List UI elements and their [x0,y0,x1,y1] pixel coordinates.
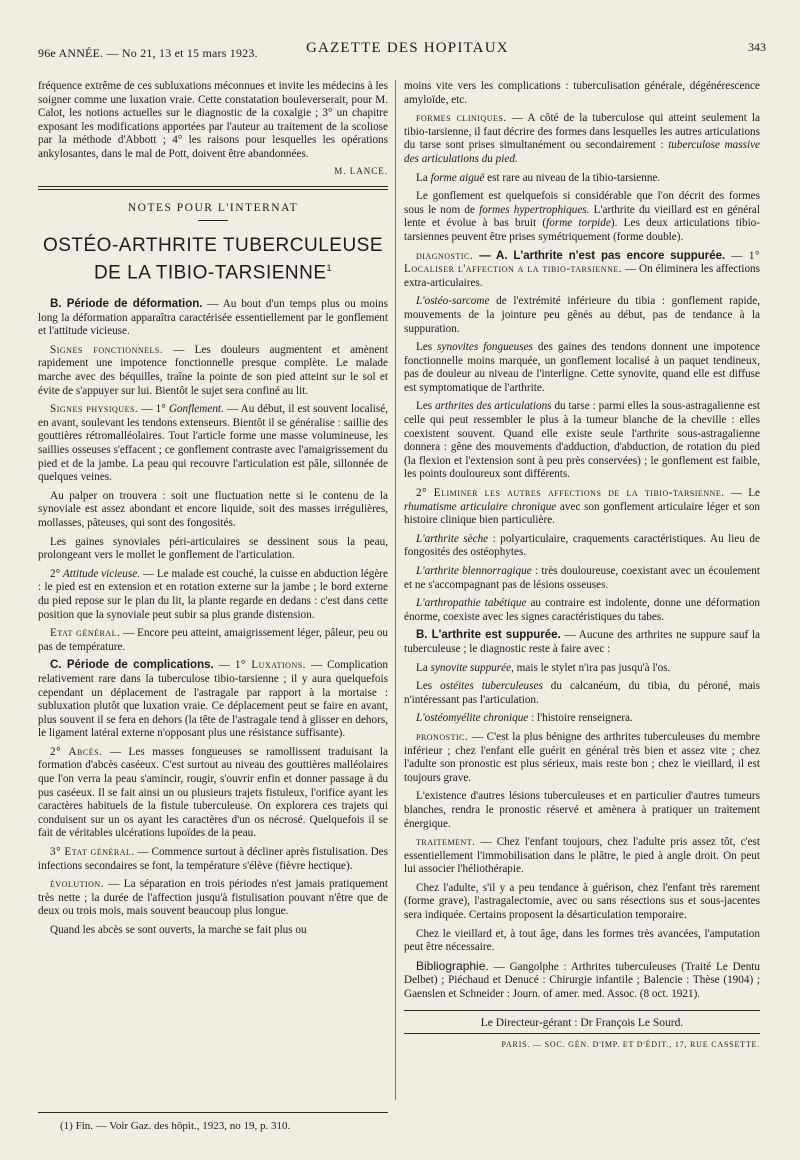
paragraph: Au palper on trouvera : soit une fluctuation nette si le contenu de la synoviale est assez abondant et encore liquide, soit des masses irrégulières, mollasses, pâteuses, qui sont des fongosités. [38,489,388,529]
section-rule [38,186,388,190]
paragraph: Le gonflement est quelquefois si considérable que l'on décrit des formes sous le nom de formes hypertrophiques. L'arthrite du vieillard est en général lente et évolue à bas bruit (forme torpide). Les deux articulations tibio-tarsiennes peuvent être prises symétriquement (forme double). [404,190,760,243]
subheading: Bibliographie. [416,958,489,973]
paragraph: Signes fonctionnels. — Les douleurs augmentent et amènent rapidement une impotence fonctionnelle presque complète. Le malade marche avec des béquilles, traîne la pointe de son pied atteint sur le sol et évite de s'appuyer sur lui. Bientôt le sujet sera confiné au lit. [38,343,388,397]
paragraph: évolution. — La séparation en trois périodes n'est jamais pratiquement très nette ; la durée de l'affection jusqu'à fistulisation pouvant n'être que de deux ou trois mois, mais souvent beaucoup plus longue. [38,878,388,918]
subheading: traitement. [416,836,476,849]
paragraph: L'ostéomyélite chronique : l'histoire renseignera. [416,712,633,725]
subheading: C. Période de complications. [50,659,214,672]
paragraph: Signes physiques. — 1° Gonflement. — Au début, il est souvent localisé, en avant, soulevant les tendons extenseurs. Bientôt il se généralise : saillie des gouttières rétromalléolaires. Tout l'article forme une masse volumineuse, les saillies osseuses s'effacent ; ce gonflement contraste avec l'amaigrissement du pied et de la jambe. La peau qui recouvre l'articulation est pâle, sillonnée de quelques veines. [38,403,388,484]
subheading: 2° Abcès. [50,745,103,758]
subheading: Signes fonctionnels. [50,343,164,356]
paragraph: L'ostéo-sarcome de l'extrémité inférieure du tibia : gonflement rapide, mouvements de la jointure peu gênés au début, pas de tendance à la suppuration. [404,295,760,335]
subheading: Signes physiques. [50,403,139,416]
paragraph: Quand les abcès se sont ouverts, la marche se fait plus ou [50,924,307,937]
paragraph: traitement. — Chez l'enfant toujours, chez l'adulte pris assez tôt, c'est essentiellement l'immobilisation dans le plâtre, le pied à angle droit. On peut lui associer l'héliothérapie. [404,836,760,876]
paragraph: 3° Etat général. — Commence surtout à décliner après fistulisation. Des infections secondaires se font, la température s'élève (fièvre hectique). [38,846,388,872]
director-line: Le Directeur-gérant : Dr François Le Sourd. [480,1016,684,1029]
paragraph: pronostic. — C'est la plus bénigne des arthrites tuberculeuses du membre inférieur ; chez l'enfant elle guérit en général très bien et assez vite ; chez l'adulte son pronostic est plus sérieux, mais reste bon ; chez le vieillard, il est toujours grave. [404,730,760,784]
paragraph: 2° Attitude vicieuse. — Le malade est couché, la cuisse en abduction légère : le pied est en extension et en rotation externe sur la jambe ; le bord externe du pied repose sur le plan du lit, la plante regarde en dedans : c'est dans cette position que la synoviale peut subir sa plus grande distension. [38,567,388,621]
paragraph: L'arthrite sèche : polyarticulaire, craquements caractéristiques. Au lieu de fongosités des ostéophytes. [404,532,760,559]
paragraph: La forme aiguë est rare au niveau de la tibio-tarsienne. [416,171,661,184]
subheading: Etat général. [50,627,121,640]
paragraph: Les gaines synoviales péri-articulaires se dessinent sous la peau, prolongeant vers le mollet le gonflement de l'articulation. [38,535,388,562]
issue-info: 96e ANNÉE. — No 21, 13 et 15 mars 1923. [38,46,258,60]
signature: M. LANCE. [334,165,388,176]
subheading: 2° Eliminer les autres affections de la tibio-tarsienne. [416,487,725,500]
subheading: 3° Etat général. [50,846,135,859]
article-title-line-2: DE LA TIBIO-TARSIENNE [93,262,327,284]
subheading: B. Période de déformation. [50,298,203,311]
paragraph: Etat général. — Encore peu atteint, amaigrissement léger, pâleur, peu ou pas de température. [38,627,389,653]
section-title: NOTES POUR L'INTERNAT [127,202,299,215]
subheading: B. L'arthrite est suppurée. [416,629,561,642]
end-rule [404,1010,760,1011]
paragraph: Chez le vieillard et, à tout âge, dans les formes très avancées, l'amputation peut être nécessaire. [404,927,760,954]
paragraph: L'existence d'autres lésions tuberculeuses et en particulier d'autres tumeurs blanches, rendra le pronostic réservé et amènera à pratiquer un traitement énergique. [404,790,760,830]
short-rule [198,220,228,221]
paragraph: Les synovites fongueuses des gaines des tendons donnent une impotence fonctionnelle moins marquée, un gonflement localisé à un paquet tendineux, pas de douleur au niveau de l'interligne. Cette synovite, quand elle est diffuse est symptomatique de l'arthrite. [404,341,760,394]
footnote-rule [38,1112,388,1113]
paragraph: formes cliniques. — A côté de la tuberculose qui atteint seulement la tibio-tarsienne, il faut décrire des formes dans lesquelles les autres articulations du tarse sont prises simultanément ou secondairement : tuberculose massive des articulations du pied. [404,112,761,165]
end-rule [404,1033,760,1034]
paragraph: C. Période de complications. — 1° Luxations. — Complication relativement rare dans la tuberculose tibio-tarsienne ; il y aura quelquefois cependant un déplacement de l'astragale par rapport à la mortaise : subluxation plutôt que luxation vraie. Ce déplacement peut se faire en avant, plus souvent il se fera en dehors (la tête de l'astragale tend à glisser en dehors, le ligament latéral externe n'opposant plus une résistance suffisante). [38,659,388,740]
footnote-mark: 1 [326,262,333,273]
footnote: (1) Fin. — Voir Gaz. des hôpit., 1923, no 19, p. 310. [60,1120,291,1132]
paragraph: diagnostic. — A. L'arthrite n'est pas encore suppurée. — 1° Localiser l'affection a la tibio-tarsienne. — On éliminera les affections extra-articulaires. [404,249,761,289]
journal-title: GAZETTE DES HOPITAUX [306,40,509,56]
right-column [404,80,760,1052]
paragraph: Chez l'adulte, s'il y a peu tendance à guérison, chez l'enfant très rarement (forme grave), l'astragalectomie, avec ou sans résections sus et sous-jacentes sera indiquée. Certains proposent la désarticulation temporaire. [404,881,760,922]
column-divider [395,80,396,1100]
subheading: formes cliniques. [416,112,507,125]
intro-paragraph: fréquence extrême de ces subluxations méconnues et invite les médecins à les soigner comme une luxation vraie. Cette constatation bouleverserait, pour M. Calot, les notions actuelles sur le diagnostic de la coxalgie ; 3° un chapitre exposant les modifications apportées par l'auteur au traitement de la scoliose par la méthode d'Abbott ; 4° les raisons pour lesquelles les opérations ankylosantes, dans le mal de Pott, doivent être abandonnées. [38,80,388,160]
subheading: évolution. [50,878,105,891]
bibliography: Bibliographie. — Gangolphe : Arthrites tuberculeuses (Traité Le Dentu Delbet) ; Piéchaud et Denucé : Chirurgie infantile ; Balencie : Thèse (1904) ; Gaenslen et Schneider : Journ. of amer. med. Assoc. (8 oct. 1921). [404,958,760,1001]
paragraph: 2° Eliminer les autres affections de la tibio-tarsienne. — Le rhumatisme articulaire chronique avec son gonflement articulaire léger et son histoire clinique bien particulière. [404,487,761,527]
paragraph: moins vite vers les complications : tuberculisation générale, dégénérescence amyloïde, etc. [404,80,760,106]
paragraph: B. L'arthrite est suppurée. — Aucune des arthrites ne suppure sauf la tuberculeuse ; le diagnostic reste à faire avec : [404,629,760,655]
paragraph: 2° Abcès. — Les masses fongueuses se ramollissent traduisant la formation d'abcès caséeux. C'est surtout au niveau des gouttières malléolaires que l'on verra la peau s'amincir, rougir, s'ouvrir enfin et donner passage à du pus caséeux. Il se fait ainsi un ou plusieurs trajets fistuleux, l'orifice ayant les caractères habituels de la fistule tuberculeuse. On explorera ces trajets qui conduisent sur un os ayant les caractères d'un os nécrosé. Quelquefois il se fait de véritables ulcérations lupoïdes de la peau. [38,745,388,840]
subheading: diagnostic. [416,249,474,262]
paragraph: La synovite suppurée, mais le stylet n'ira pas jusqu'à l'os. [416,661,671,674]
left-column [38,80,388,943]
paragraph: L'arthrite blennorragique : très douloureuse, coexistant avec un écoulement et ne s'accompagnant pas de lésions osseuses. [404,565,760,591]
printer-line: PARIS. — SOC. GÉN. D'IMP. ET D'ÉDIT., 17, RUE CASSETTE. [501,1040,760,1050]
paragraph: B. Période de déformation. — Au bout d'un temps plus ou moins long la déformation apparaîtra caractérisée essentiellement par le gonflement et l'attitude vicieuse. [38,298,388,338]
page-header [38,40,766,64]
article-title [38,235,388,284]
paragraph: Les arthrites des articulations du tarse : parmi elles la sous-astragalienne est celle qui peut ressembler le plus à la tumeur blanche de la cheville : elles coexistent souvent. Quand elle existe seule l'arthrite sous-astragalienne donnera : gêne des mouvements d'adduction, d'abduction, de rotation du pied (la flexion et l'extension sont à peu près conservées) ; le gonflement est faible, les points douloureux sont différents. [404,400,760,481]
subheading: pronostic. [416,730,469,743]
article-title-line-1: OSTÉO-ARTHRITE TUBERCULEUSE [42,234,384,256]
paragraph: Les ostéites tuberculeuses du calcanéum, du tibia, du péroné, mais n'intéressant pas l'articulation. [404,680,760,706]
paragraph: L'arthropathie tabétique au contraire est indolente, donne une déformation énorme, coexiste avec les signes caractéristiques du tabes. [404,597,761,623]
page-number: 343 [748,40,766,54]
